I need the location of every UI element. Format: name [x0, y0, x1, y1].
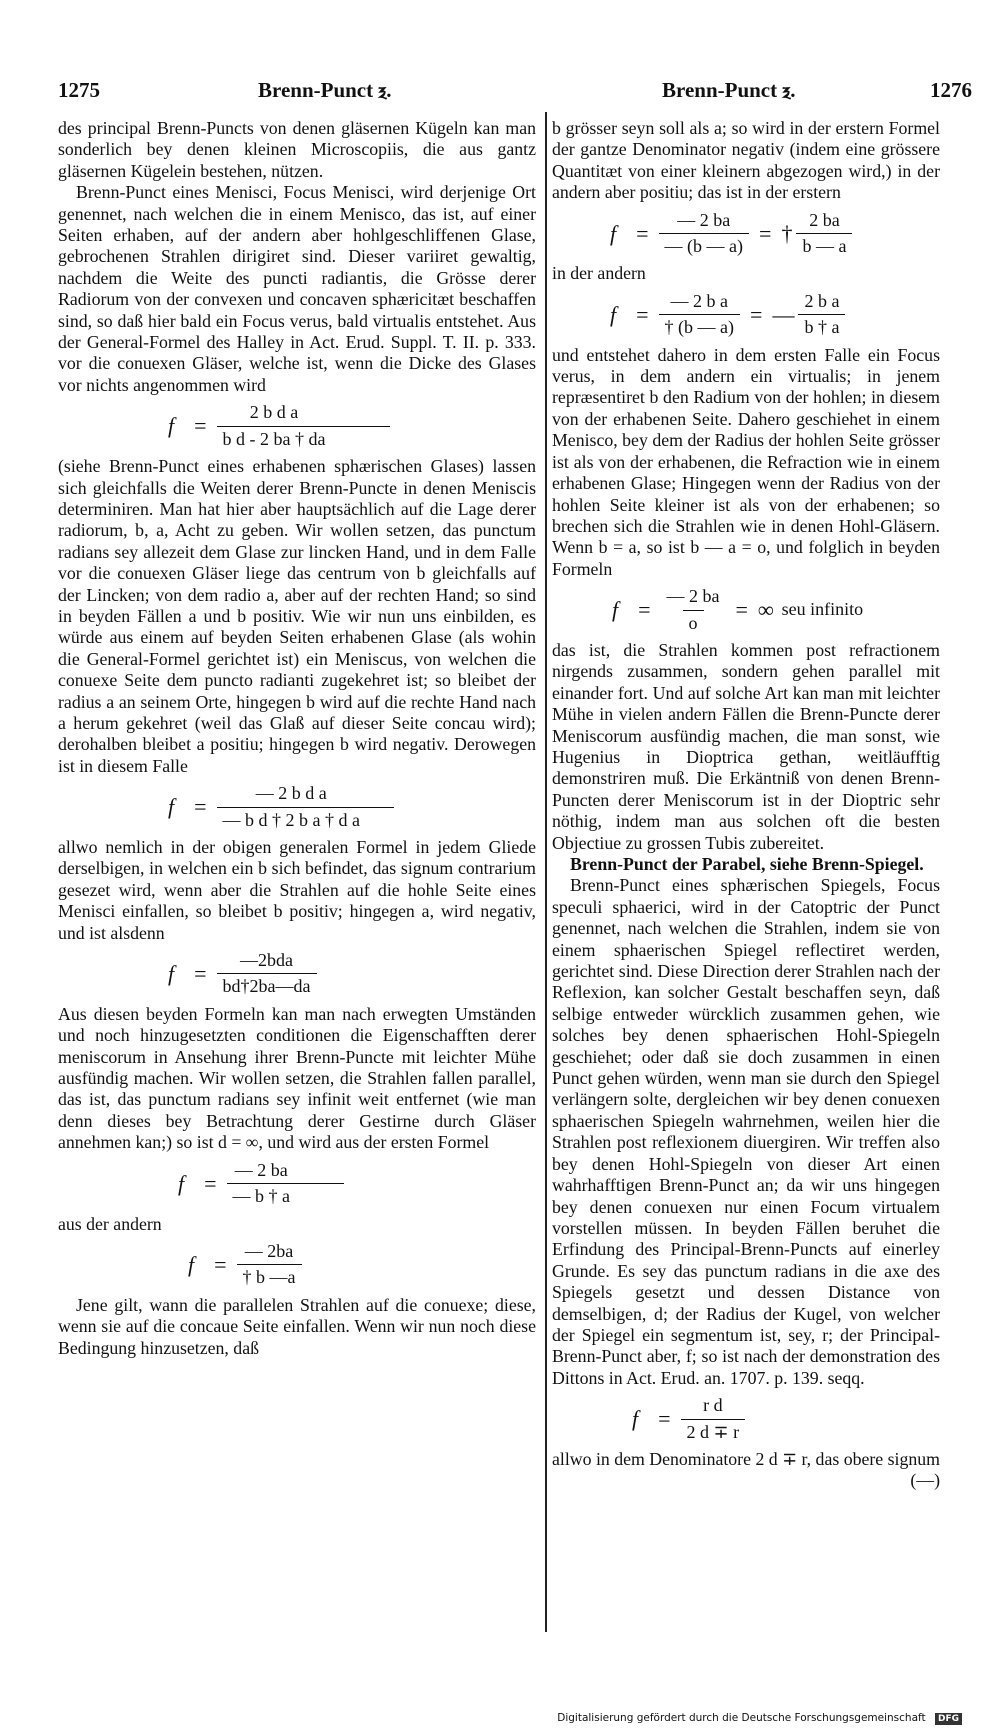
left-paragraph-5: Aus diesen beyden Formeln kan man nach erwegten Umständen und noch hinzugesetzten conditionen die Eigenschafften derer meniscorum in Ansehung ihrer Brenn-Puncte mit leichter Mühe ausfündig machen. Wir wollen setzen, die Strahlen fallen parallel, das ist, das punctum radians sey infinit weit entfernet (wie man denn dieses bey Betrachtung derer Gestirne durch Gläser annehmen kan;) so ist d = ∞, und wird aus der ersten Formel [58, 1003, 536, 1153]
footer-text: Digitalisierung gefördert durch die Deutsche Forschungsgemeinschaft [557, 1712, 926, 1724]
numerator: — 2 ba [677, 209, 731, 230]
denominator: — b d † 2 b a † d a [217, 807, 366, 831]
right-paragraph-5: Brenn-Punct der Parabel, siehe Brenn-Spiegel. [570, 854, 924, 874]
right-paragraph-4: das ist, die Strahlen kommen post refractionem nirgends zusammen, sondern gehen parallel mit einander fort. Und auf solche Art kan man mit leichter Mühe in vielen andern Fällen die Brenn-Puncte derer Meniscorum ausfündig machen, die man sonst, wie Hugenius in Dioptrica gethan, weitläufftig demonstriren muß. Die Erkäntniß von denen Brenn-Puncten derer Meniscorum ist in der Dioptric sehr nöthig, indem man aus solchen oft die besten Objectiue zu grossen Tubis zubereitet. [552, 639, 940, 853]
numerator: — 2 b d a [255, 783, 327, 804]
eq-equals: = [759, 220, 772, 246]
right-equation-4 [632, 1395, 940, 1443]
denominator: — b † a [227, 1183, 297, 1207]
eq-variable: f [632, 1406, 639, 1432]
fraction [659, 291, 740, 339]
fraction [237, 1241, 302, 1289]
fraction-bar-extension [294, 1183, 344, 1184]
eq-equals: = [638, 597, 651, 623]
numerator: 2 b d a [249, 402, 299, 423]
left-equation-1 [168, 402, 536, 450]
column-divider [545, 112, 547, 1632]
right-paragraph-3: und entstehet dahero in dem ersten Falle ein Focus verus, in dem andern ein virtualis; in jenem repræsentiret b den Radium von der hohlen; in diesem von der erhabenen Seite. Dahero geschiehet in einem Menisco, bey dem der Radius der hohlen Seite grösser ist als von der erhabenen, die Refraction wie in einem erhabenen Glase; Hingegen wenn der Radius von der hohlen Seite kleiner ist als von der erhabenen; so brechen sich die Strahlen wie in denen Hohl-Gläsern. Wenn b = a, so ist b — a = o, und folglich in beyden Formeln [552, 344, 940, 579]
right-paragraph-2: in der andern [552, 263, 646, 284]
numerator: — 2 b a [670, 290, 729, 311]
left-equation-2 [168, 783, 536, 831]
eq-variable: f [610, 302, 617, 328]
eq-equals: = [750, 302, 763, 328]
eq-variable: f [168, 413, 175, 439]
left-running-title: Brenn-Punct ⲝ. [258, 78, 392, 102]
left-equation-5 [188, 1241, 536, 1289]
eq-equals: = [636, 220, 649, 246]
fraction [217, 950, 317, 998]
fraction-bar-extension [364, 807, 394, 808]
numerator: 2 ba [809, 209, 840, 230]
right-equation-3 [612, 586, 940, 634]
fraction [227, 1160, 297, 1208]
eq-equals: = [204, 1170, 217, 1196]
eq-tail-text: seu infinito [781, 599, 864, 620]
fraction [659, 210, 749, 258]
right-paragraph-6: Brenn-Punct eines sphærischen Spiegels, Focus speculi sphaerici, wird in der Catoptric der Punct genennet, nach welchen die Strahlen, indem sie von einem sphaerischen Spiegel reflectiret werden, gerichtet sind. Diese Direction derer Strahlen nach der Reflexion, kan solcher Gestalt beschaffen seyn, daß selbige entweder würcklich zusammen gehen, wie solches bey denen sphaerischen Hohl-Spiegeln geschiehet; oder daß sie doch zusammen in einen Punct gehen würden, wenn man sie durch den Spiegel verlängern solte, dergleichen wir bey denen conuexen sphaerischen Spiegeln wahrnehmen, weilen hier die Strahlen post reflexionem diuergiren. Wir treffen also bey denen Hohl-Spiegeln von dieser Art einen wahrhafftigen Brenn-Punct an; da wir uns hingegen bey denen conuexen nur einen Focum virtualem vorstellen müssen. In beyden Fällen beruhet die Erfindung des Principal-Brenn-Puncts auf einerley Grunde. Es sey das punctum radians in die axe des Spiegels gesetzt und dessen Distance von demselbigen, d; der Radius der Kugel, von welcher der Spiegel ein segmentum ist, sey, r; der Principal-Brenn-Punct aber, f; so ist nach der demonstration des Dittons in Act. Erud. an. 1707. p. 139. seqq. [552, 875, 940, 1388]
left-equation-4 [178, 1160, 536, 1208]
footer-credit [557, 1712, 962, 1725]
infinity-symbol: ∞ [757, 597, 774, 623]
denominator: † b —a [237, 1264, 302, 1288]
eq-equals: = [214, 1252, 227, 1278]
left-paragraph-1: des principal Brenn-Puncts von denen gläsernen Kügeln kan man sonderlich bey denen kleinen Microscopiis, die aus gantz gläsernen Kügelein bestehen, nützen. [58, 118, 536, 181]
left-paragraph-3: (siehe Brenn-Punct eines erhabenen sphærischen Glases) lassen sich gleichfalls die Weiten derer Brenn-Puncte in denen Meniscis determiniren. Man hat hier aber hauptsächlich auf die Lage derer radiorum, b, a, Acht zu geben. Wir wollen setzen, das punctum radians sey allezeit dem Glase zur lincken Hand, und in dem Falle vor die conuexen Gläser liege das centrum von b gleichfalls auf der Lincken; von dem radio a, aber auf der rechten Hand; so sind in beyden Fällen a und b positiv. Wie wir nun uns einbilden, es würde aus einem auf beyden Seiten erhabenen Glase (als wohin die General-Formel gerichtet ist) ein Meniscus, von welchen die conuexe Seite dem puncto radianti zugekehret ist; so bleibet der radius a an seinem Orte, hingegen b wird auf die rechte Hand nach a herum gekehret (weil das Glaß auf dieser Seite concau wird); derohalben bleibet a positiu; hingegen b wird negativ. Derowegen ist in diesem Falle [58, 456, 536, 776]
left-page-number: 1275 [58, 78, 100, 102]
eq-variable: f [168, 794, 175, 820]
fraction [681, 1395, 746, 1443]
denominator: 2 d ∓ r [681, 1419, 746, 1443]
fraction [661, 586, 726, 634]
numerator: —2bda [240, 950, 294, 971]
eq-variable: f [188, 1252, 195, 1278]
denominator: b † a [798, 314, 845, 338]
denominator: b d - 2 ba † da [217, 426, 332, 450]
right-column [552, 118, 940, 1492]
fraction [217, 402, 332, 450]
right-running-title: Brenn-Punct ⲝ. [662, 78, 796, 102]
fraction [217, 783, 366, 831]
left-paragraph-7: Jene gilt, wann die parallelen Strahlen auf die conuexe; diese, wenn sie auf die concaue Seite einfallen. Wenn wir nun noch diese Bedingung hinzusetzen, daß [58, 1294, 536, 1358]
numerator: — 2ba [244, 1240, 294, 1261]
eq-equals: = [194, 961, 207, 987]
eq-variable: f [612, 597, 619, 623]
eq-equals: = [658, 1406, 671, 1432]
left-column [58, 118, 536, 1359]
left-equation-3 [168, 950, 536, 998]
eq-sign: † [781, 220, 793, 246]
fraction [798, 291, 845, 339]
eq-variable: f [610, 220, 617, 246]
left-paragraph-4: allwo nemlich in der obigen generalen Formel in jedem Gliede derselbigen, in welchen ein b sich befindet, das signum contrarium gesezet wird, wenn aber die Strahlen auf die hohle Seite eines Menisci einfallen, so bleibet b positiv; hingegen a, wird negativ, und ist alsdenn [58, 837, 536, 943]
fraction-bar-extension [330, 426, 390, 427]
eq-equals: = [735, 597, 748, 623]
eq-variable: f [168, 961, 175, 987]
right-equation-2 [610, 291, 940, 339]
catchword: (—) [910, 1470, 940, 1491]
numerator: — 2 ba [666, 586, 720, 607]
denominator: o [683, 610, 704, 634]
eq-equals: = [194, 413, 207, 439]
denominator: — (b — a) [659, 233, 749, 257]
left-paragraph-2: Brenn-Punct eines Menisci, Focus Menisci, wird derjenige Ort genennet, nach welchen die in einem Menisco, das ist, auf einer Seiten erhaben, auf der andern aber hohlgeschliffenen Glase, gebrochenen Strahlen dirigiret sind. Dieser variiret gewaltig, nachdem die Weite des puncti radiantis, die Grösse derer Radiorum von der convexen und concaven sphæricitæt beschaffen sind, so daß hier bald ein Focus verus, bald virtualis entstehet. Aus der General-Formel des Halley in Act. Erud. Suppl. T. II. p. 333. vor die conuexen Gläser, welche ist, wenn die Dicke des Glases vor nichts angenommen wird [58, 182, 536, 395]
right-paragraph-7: allwo in dem Denominatore 2 d ∓ r, das obere signum [552, 1448, 941, 1469]
eq-equals: = [636, 302, 649, 328]
denominator: bd†2ba—da [217, 973, 317, 997]
eq-sign: — [772, 302, 795, 328]
right-equation-1 [610, 210, 940, 258]
right-paragraph-1: b grösser seyn soll als a; so wird in der erstern Formel der gantze Denominator negativ (indem eine grössere Quantitæt von einer kleinern abgezogen wird,) in der andern aber positiu; das ist in der erstern [552, 118, 940, 203]
numerator: 2 b a [804, 290, 840, 311]
eq-equals: = [194, 794, 207, 820]
denominator: b — a [796, 233, 852, 257]
right-page-number: 1276 [930, 78, 972, 102]
left-paragraph-6: aus der andern [58, 1213, 162, 1234]
eq-variable: f [178, 1170, 185, 1196]
numerator: r d [703, 1395, 723, 1416]
denominator: † (b — a) [659, 314, 740, 338]
dfg-logo: DFG [935, 1713, 962, 1725]
numerator: — 2 ba [234, 1159, 288, 1180]
fraction [796, 210, 852, 258]
